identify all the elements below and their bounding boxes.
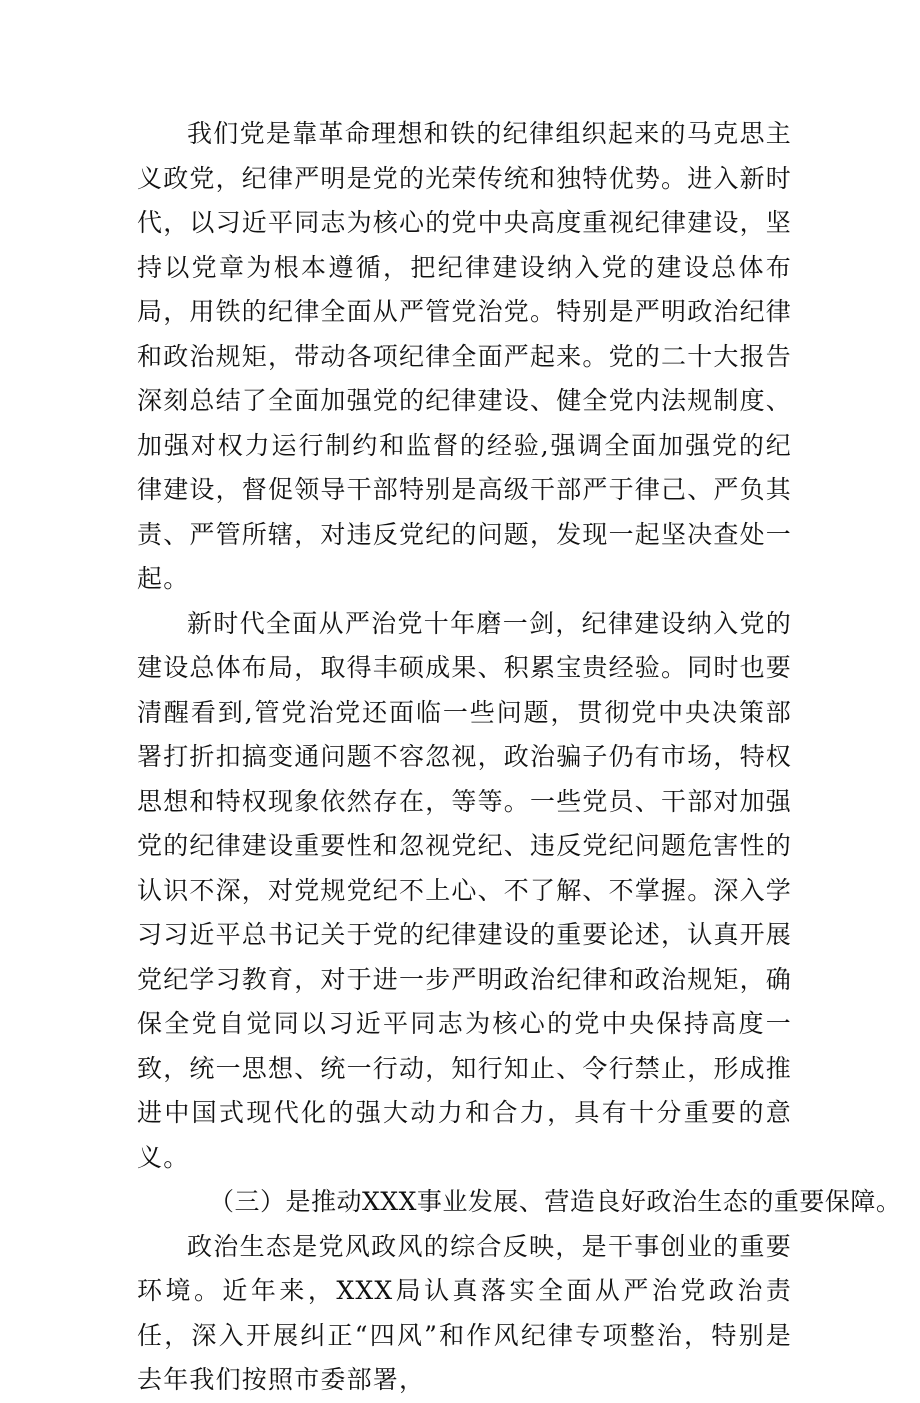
section-heading-3: （三）是推动XXX事业发展、营造良好政治生态的重要保障。 bbox=[209, 1187, 902, 1216]
paragraph-discipline-tradition: 我们党是靠革命理想和铁的纪律组织起来的马克思主义政党，纪律严明是党的光荣传统和独特优势。进入新时代，以习近平同志为核心的党中央高度重视纪律建设，坚持以党章为根本遵循，把纪律建设纳入党的建设总体布局，用铁的纪律全面从严管党治党。特别是严明政治纪律和政治规矩，带动各项纪律全面严起来。党的二十大报告深刻总结了全面加强党的纪律建设、健全党内法规制度、加强对权力运行制约和监督的经验,强调全面加强党的纪律建设，督促领导干部特别是高级干部严于律己、严负其责、严管所辖，对违反党纪的问题，发现一起坚决查处一起。 bbox=[137, 119, 793, 593]
paragraph-new-era-governance: 新时代全面从严治党十年磨一剑，纪律建设纳入党的建设总体布局，取得丰硕成果、积累宝贵经验。同时也要清醒看到,管党治党还面临一些问题，贯彻党中央决策部署打折扣搞变通问题不容忽视，政治骗子仍有市场，特权思想和特权现象依然存在，等等。一些党员、干部对加强党的纪律建设重要性和忽视党纪、违反党纪问题危害性的认识不深，对党规党纪不上心、不了解、不掌握。深入学习习近平总书记关于党的纪律建设的重要论述，认真开展党纪学习教育，对于进一步严明政治纪律和政治规矩，确保全党自觉同以习近平同志为核心的党中央保持高度一致，统一思想、统一行动，知行知止、令行禁止，形成推进中国式现代化的强大动力和合力，具有十分重要的意义。 bbox=[137, 608, 793, 1172]
document-body bbox=[137, 112, 902, 1403]
paragraph-political-ecology: 政治生态是党风政风的综合反映，是干事创业的重要环境。近年来，XXX局认真落实全面从严治党政治责任，深入开展纠正“四风”和作风纪律专项整治，特别是去年我们按照市委部署， bbox=[137, 1231, 792, 1394]
